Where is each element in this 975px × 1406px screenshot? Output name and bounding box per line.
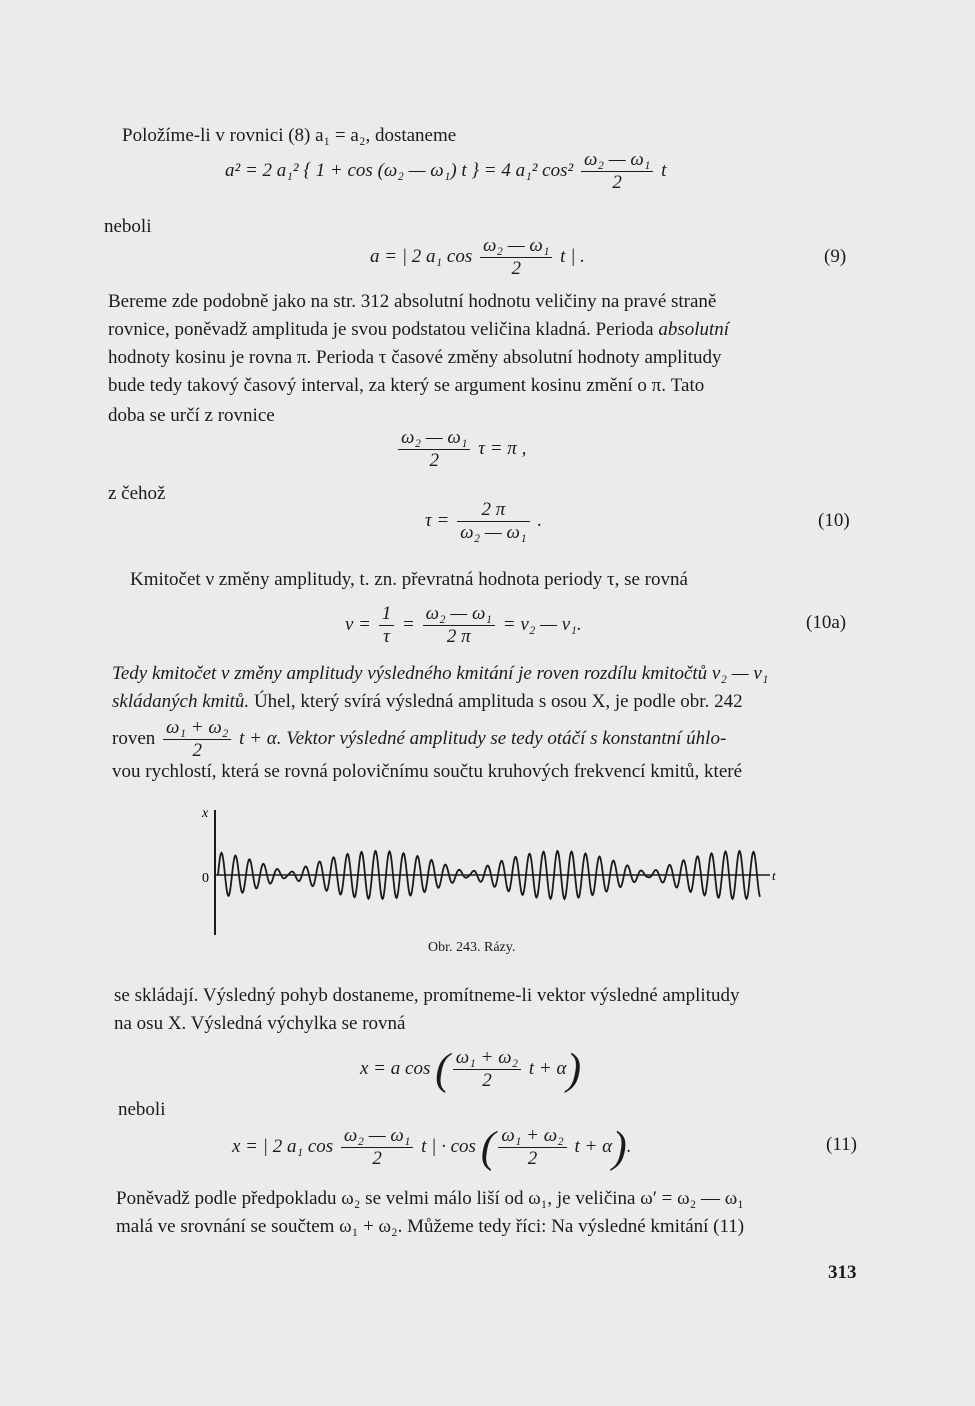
paragraph-3-line-1: se skládají. Výsledný pohyb dostaneme, promítneme-li vektor výsledné amplitudy <box>114 985 740 1006</box>
paragraph-2-line-3: roven $\frac{\text{ω₁ + ω₂}}{2}$ t + α. Vektor výsledné amplitudy se tedy otáčí s konstantní úhlo- <box>112 717 727 761</box>
kmitocet-line: Kmitočet ν změny amplitudy, t. zn. převratná hodnota periody τ, se rovná <box>130 569 688 590</box>
equation-tau: $\frac{\text{ω₂ — ω₁}}{2}$ τ = π , <box>395 428 526 471</box>
paragraph-2-line-4: vou rychlostí, která se rovná polovičnímu součtu kruhových frekvencí kmitů, které <box>112 761 743 782</box>
paragraph-1-line-5: doba se určí z rovnice <box>108 405 275 426</box>
t-axis-label: t <box>772 868 776 883</box>
origin-label: 0 <box>202 871 209 886</box>
neboli-label: neboli <box>104 216 152 237</box>
page-number: 313 <box>828 1262 857 1283</box>
eq8-lhs: a² = 2 a₁² { 1 + cos (ω₂ — ω₁) t } = 4 a₁² cos² <box>225 159 574 181</box>
eq8-fraction: $\frac{\text{ω₂ — ω₁}}{2}$ <box>581 150 653 193</box>
equation-10: τ = $\frac{2 \pi}{\text{ω₂ — ω₁}}$ . <box>425 499 543 543</box>
intro-line: Položíme-li v rovnici (8) a₁ = a₂, dostaneme <box>122 125 457 146</box>
z-cehoz-label: z čehož <box>108 483 166 504</box>
equation-9: a = | 2 a₁ cos $\frac{\text{ω₂ — ω₁}}{2}$ t | . <box>370 235 585 279</box>
beats-figure <box>190 800 790 940</box>
equation-8 <box>225 150 666 193</box>
equation-label-10a: (10a) <box>806 612 847 633</box>
paragraph-2-line-2: skládaných kmitů. Úhel, který svírá výsledná amplituda s osou X, je podle obr. 242 <box>112 691 743 712</box>
equation-10a: ν = $\frac{1}{\tau}$ = $\frac{\text{ω₂ — ω₁}}{2 \pi}$ = ν₂ — ν₁. <box>345 603 582 647</box>
equation-11: x = | 2 a₁ cos $\frac{\text{ω₂ — ω₁}}{2}$ t | · cos ( $\frac{\text{ω₁ + ω₂}}{2}$ t + α). <box>232 1122 632 1172</box>
neboli-label-2: neboli <box>118 1099 166 1120</box>
equation-x: x = a cos ( $\frac{\text{ω₁ + ω₂}}{2}$ t + α) <box>360 1044 582 1094</box>
x-axis-label: x <box>202 806 209 821</box>
equation-label-11: (11) <box>826 1134 857 1155</box>
paragraph-1-line-3: hodnoty kosinu je rovna π. Perioda τ časové změny absolutní hodnoty amplitudy <box>108 347 722 368</box>
paragraph-3-line-2: na osu X. Výsledná výchylka se rovná <box>114 1013 406 1034</box>
equation-label-10: (10) <box>818 510 850 531</box>
paragraph-4-line-1: Poněvadž podle předpokladu ω₂ se velmi málo liší od ω₁, je veličina ω′ = ω₂ — ω₁ <box>116 1188 744 1209</box>
figure-caption: Obr. 243. Rázy. <box>428 940 516 955</box>
paragraph-4-line-2: malá ve srovnání se součtem ω₁ + ω₂. Můžeme tedy říci: Na výsledné kmitání (11) <box>116 1216 745 1237</box>
equation-label-9: (9) <box>824 246 847 267</box>
paragraph-1-line-4: bude tedy takový časový interval, za který se argument kosinu změní o π. Tato <box>108 375 705 396</box>
paragraph-2-line-1: Tedy kmitočet ν změny amplitudy výsledného kmitání je roven rozdílu kmitočtů ν₂ — ν₁ <box>112 663 769 684</box>
eq8-tail: t <box>661 159 667 181</box>
paragraph-1-line-2: rovnice, poněvadž amplituda je svou podstatou veličina kladná. Perioda absolutní <box>108 319 730 340</box>
paragraph-1-line-1: Bereme zde podobně jako na str. 312 absolutní hodnotu veličiny na pravé straně <box>108 291 717 312</box>
